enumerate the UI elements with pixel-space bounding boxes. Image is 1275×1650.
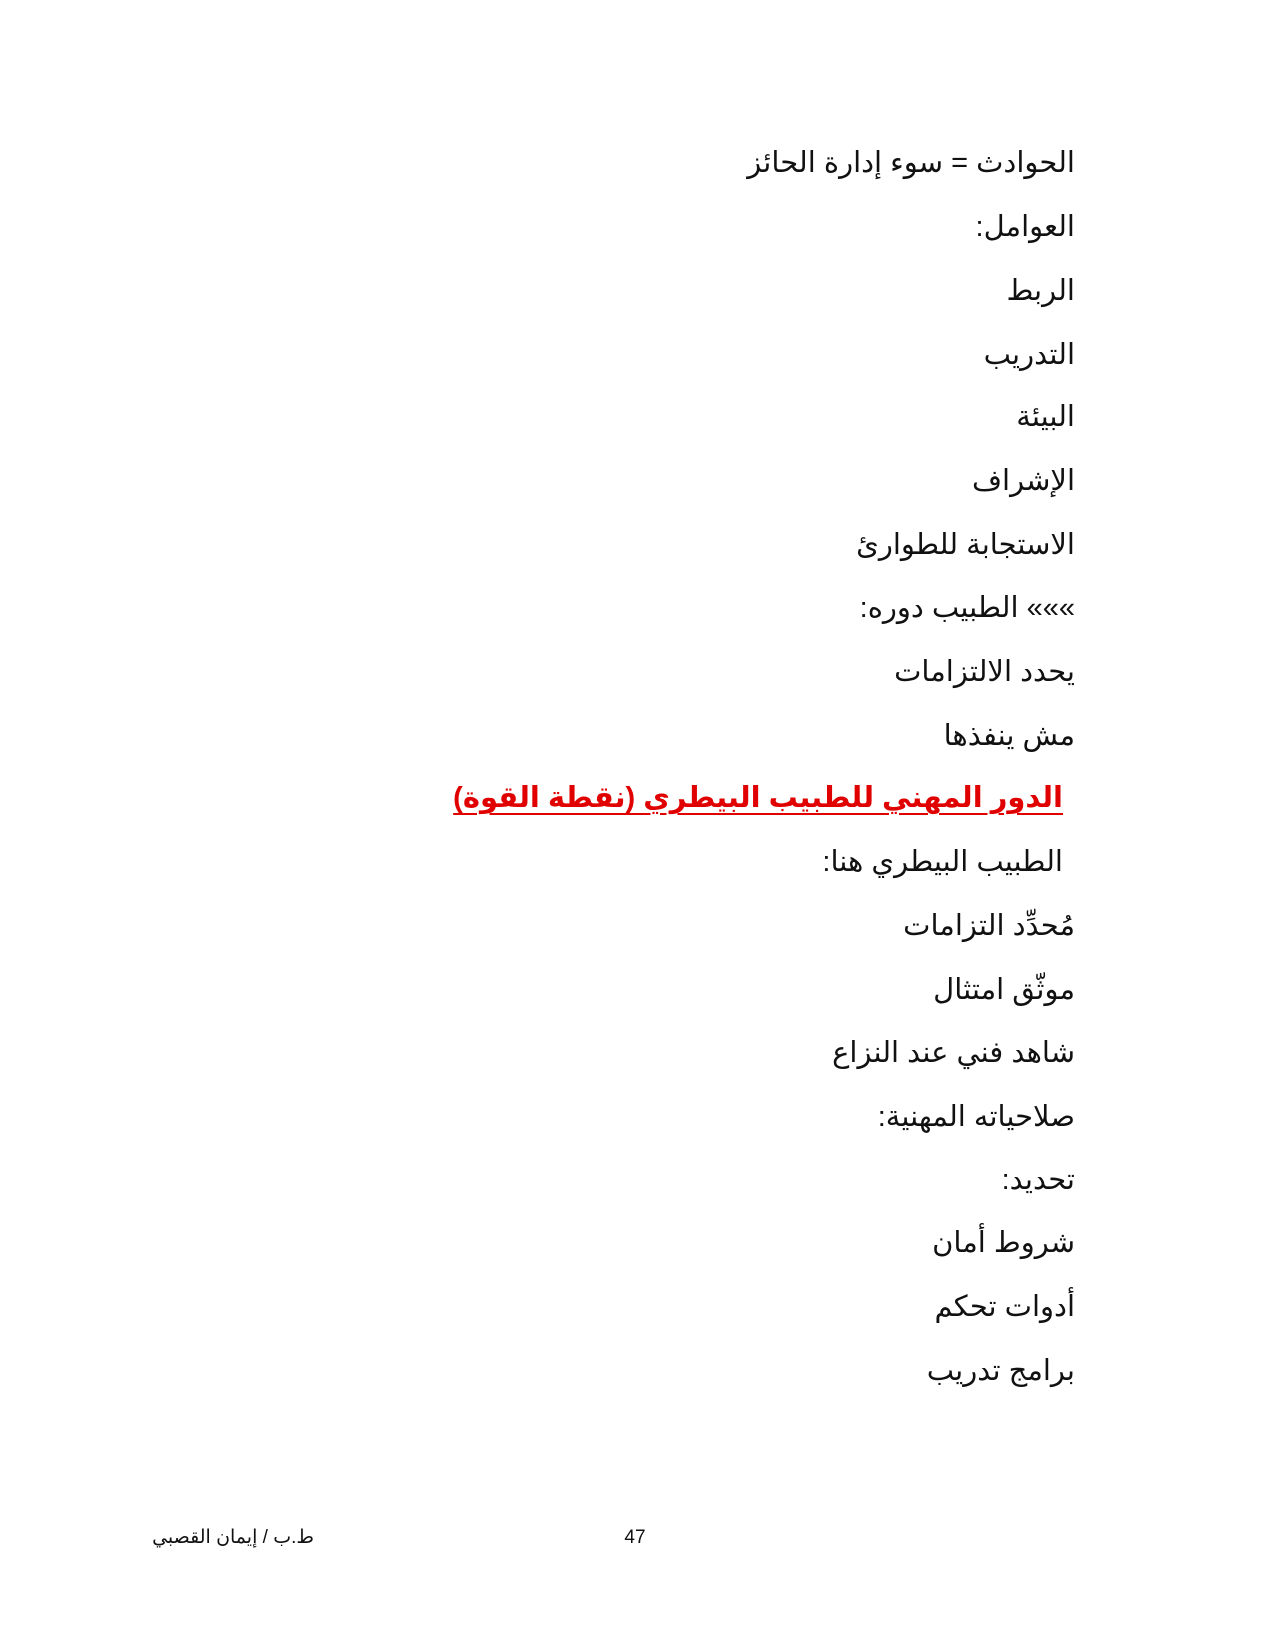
footer-author: ط.ب / إيمان القصبي — [152, 1527, 314, 1548]
text-line: صلاحياته المهنية: — [877, 1101, 1075, 1133]
text-line: التدريب — [983, 339, 1075, 371]
text-line: مش ينفذها — [943, 720, 1075, 752]
text-line: العوامل: — [975, 211, 1075, 243]
section-heading: الدور المهني للطبيب البيطري (نقطة القوة) — [453, 782, 1063, 814]
text-line: مُحدِّد التزامات — [903, 910, 1075, 942]
text-line: الربط — [1006, 275, 1075, 307]
text-line: البيئة — [1016, 401, 1075, 433]
text-line: الحوادث = سوء إدارة الحائز — [747, 147, 1075, 179]
text-line: موثّق امتثال — [933, 974, 1075, 1006]
text-line: برامج تدريب — [926, 1355, 1075, 1387]
text-line: أدوات تحكم — [934, 1291, 1075, 1323]
text-line: الاستجابة للطوارئ — [856, 529, 1075, 561]
text-line: الطبيب البيطري هنا: — [822, 846, 1063, 878]
text-line: الإشراف — [971, 465, 1075, 497]
text-line: تحديد: — [1001, 1164, 1075, 1196]
text-line: شروط أمان — [932, 1227, 1075, 1259]
text-line: شاهد فني عند النزاع — [832, 1037, 1075, 1069]
page-number: 47 — [624, 1527, 646, 1548]
text-line: »»» الطبيب دوره: — [859, 592, 1075, 624]
text-line: يحدد الالتزامات — [894, 656, 1075, 688]
